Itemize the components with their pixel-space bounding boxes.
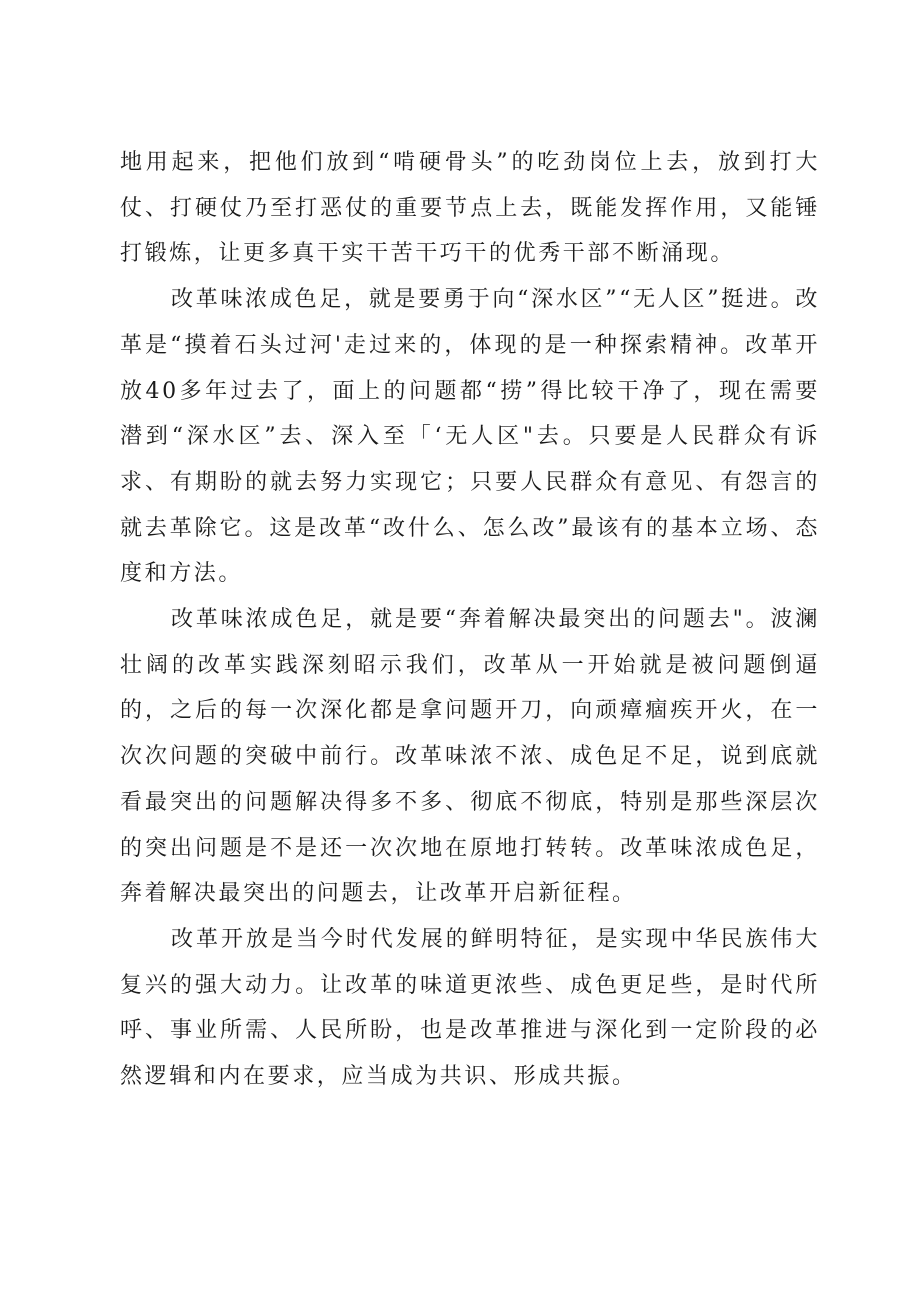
- paragraph-3: 改革味浓成色足，就是要“奔着解决最突出的问题去"。波澜壮阔的改革实践深刻昭示我们，改革从一开始就是被问题倒逼的，之后的每一次深化都是拿问题开刀，向顽瘴痼疾开火，在一次次问题的突破中前行。改革味浓不浓、成色足不足，说到底就看最突出的问题解决得多不多、彻底不彻底，特别是那些深层次的突出问题是不是还一次次地在原地打转转。改革味浓成色足，奔着解决最突出的问题去，让改革开启新征程。: [120, 607, 820, 907]
- document-body: [120, 140, 820, 1100]
- paragraph-4: 改革开放是当今时代发展的鲜明特征，是实现中华民族伟大复兴的强大动力。让改革的味道更浓些、成色更足些，是时代所呼、事业所需、人民所盼，也是改革推进与深化到一定阶段的必然逻辑和内在要求，应当成为共识、形成共振。: [120, 926, 820, 1090]
- paragraph-1: 地用起来，把他们放到“啃硬骨头”的吃劲岗位上去，放到打大仗、打硬仗乃至打恶仗的重要节点上去，既能发挥作用，又能锤打锻炼，让更多真干实干苦干巧干的优秀干部不断涌现。: [120, 150, 820, 267]
- paragraph-2: 改革味浓成色足，就是要勇于向“深水区”“无人区”挺进。改革是“摸着石头过河'走过来的，体现的是一种探索精神。改革开放40多年过去了，面上的问题都“捞”得比较干净了，现在需要潜到“深水区”去、深入至「‘无人区"去。只要是人民群众有诉求、有期盼的就去努力实现它；只要人民群众有意见、有怨言的就去革除它。这是改革“改什么、怎么改”最该有的基本立场、态度和方法。: [120, 287, 820, 587]
